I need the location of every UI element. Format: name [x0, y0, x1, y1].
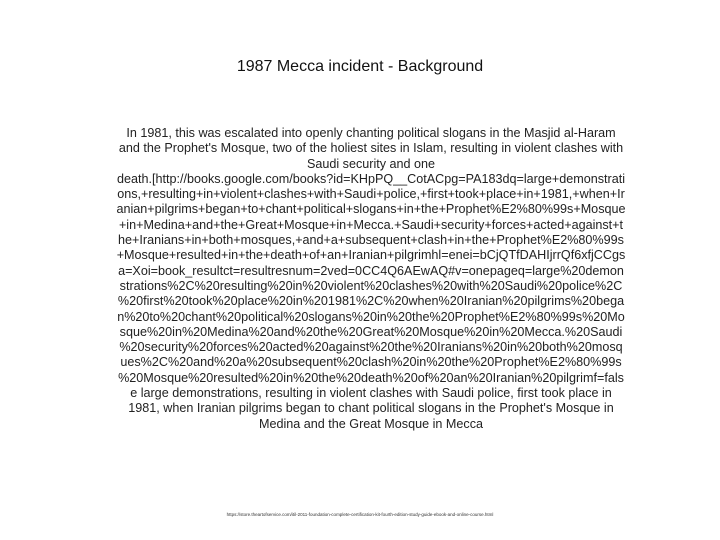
body-line: %20first%20took%20place%20in%201981%2C%20when%20Iranian%20pilgrims%20bega — [117, 294, 625, 309]
footer-url-link[interactable]: https://store.theartofservice.com/itil-2011-foundation-complete-certification-kit-fourth-edition-study-guide-ebook-and-online-course.html — [226, 512, 494, 517]
body-line: a=Xoi=book_resultct=resultresnum=2ved=0CC4Q6AEwAQ#v=onepageq=large%20demon — [118, 263, 624, 278]
body-line: ons,+resulting+in+violent+clashes+with+Saudi+police,+first+took+place+in+1981,+when+Ir — [117, 187, 625, 202]
body-line: %20security%20forces%20acted%20against%20the%20Iranians%20in%20both%20mosq — [119, 340, 623, 355]
body-line: +Mosque+resulted+in+the+death+of+an+Iranian+pilgrimhl=enei=bCjQTfDAHIjrrQf6xfjCCgs — [116, 248, 626, 263]
body-line: Saudi security and one — [306, 156, 436, 171]
body-line: and the Prophet's Mosque, two of the holiest sites in Islam, resulting in violent clashes with — [118, 141, 624, 156]
body-line: death.[http://books.google.com/books?id=KHpPQ__CotACpg=PA183dq=large+demonstrati — [116, 171, 626, 186]
body-line: he+Iranians+in+both+mosques,+and+a+subsequent+clash+in+the+Prophet%E2%80%99s — [118, 233, 624, 248]
body-line: strations%2C%20resulting%20in%20violent%20clashes%20with%20Saudi%20police%2C — [119, 278, 623, 293]
slide-body-text — [68, 126, 674, 432]
body-line: sque%20in%20Medina%20and%20the%20Great%20Mosque%20in%20Mecca.%20Saudi — [119, 324, 623, 339]
body-line: +in+Medina+and+the+Great+Mosque+in+Mecca.+Saudi+security+forces+acted+against+t — [118, 217, 624, 232]
body-line: In 1981, this was escalated into openly chanting political slogans in the Masjid al-Haram — [126, 126, 616, 140]
body-line: e large demonstrations, resulting in violent clashes with Saudi police, first took place in — [130, 386, 612, 401]
body-line: anian+pilgrims+began+to+chant+political+slogans+in+the+Prophet%E2%80%99s+Mosque — [116, 202, 626, 217]
slide-title: 1987 Mecca incident - Background — [236, 58, 484, 75]
body-line: %20Mosque%20resulted%20in%20the%20death%20of%20an%20Iranian%20pilgrimf=fals — [118, 370, 624, 385]
body-line: 1981, when Iranian pilgrims began to chant political slogans in the Prophet's Mosque in — [128, 401, 614, 416]
body-line: ues%2C%20and%20a%20subsequent%20clash%20in%20the%20Prophet%E2%80%99s — [120, 355, 622, 370]
body-line: Medina and the Great Mosque in Mecca — [258, 416, 483, 431]
body-line: n%20to%20chant%20political%20slogans%20in%20the%20Prophet%E2%80%99s%20Mo — [117, 309, 625, 324]
